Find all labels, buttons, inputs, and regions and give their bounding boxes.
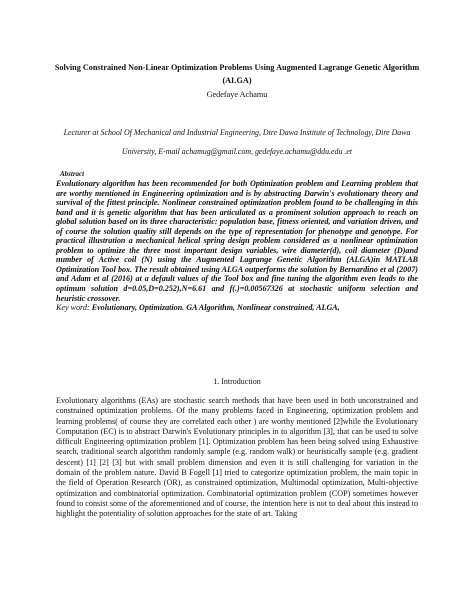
abstract-label: Abstract [60, 170, 85, 178]
author-name: Gedefaye Achamu [206, 90, 268, 99]
keywords-text: Evolutionary, Optimization. GA Algorithm, Nonlinear constrained, ALGA, [91, 303, 340, 313]
paper-title: Solving Constrained Non-Linear Optimization Problems Using Augmented Lagrange Genetic Algorithm (ALGA) [54, 63, 420, 85]
keywords-label: Key word: [56, 303, 90, 313]
author-affiliation: Lecturer at School Of Mechanical and Industrial Engineering, Dire Dawa Institute of Technology, Dire Dawa University, E-mail achamug@gmail.com, gedefaye.achamu@ddu.edu .et [63, 128, 411, 156]
abstract-section [56, 170, 418, 313]
introduction-text: Evolutionary algorithms (EAs) are stochastic search methods that have been used in both unconstrained and constrained optimization problems. Of the many problems faced in Engineering, optimization problem and learning problems( of course they are correlated each other ) are worthy mentioned [2]while the Evolutionary Computation (EC) is to abstract Darwin's Evolutionary principles in to algorithm [3], that can be used to solve difficult Engineering optimization problem [1]. Optimization problem has been being solved using Exhaustive search, traditional search algorithm randomly sample (e.g. random walk) or heuristically sample (e.g. gradient descent) [1] [2] [3] but with small problem dimension and even it is still challenging for variation in the domain of the problem nature. David B Fogell [1] tried to categorize optimization problem, the main topic in the field of Operation Research (OR), as constrained optimization, Multimodal optimization, Multi-objective optimization and combinatorial optimization. Combinatorial optimization problem (COP) sometimes however found to consist some of the aforementioned and of course, the intention here is not to deal about this instead to highlight the potentiality of solution approaches for the state of art. Taking [56, 396, 418, 519]
section-heading-introduction: 1. Introduction [213, 377, 261, 386]
keywords [56, 303, 418, 313]
abstract-text: Evolutionary algorithm has been recommended for both Optimization problem and Learning problem that are worthy mentioned in Engineering optimization and is by abstracting Darwin's evolutionary theory and survival of the fittest principle. Nonlinear constrained optimization problem found to be challenging in this band and it is genetic algorithm that has been articulated as a prominent solution approach to reach on global solution based on its three characteristic: population base, fitness oriented, and variation driven, and of course the solution quality still depends on the type of representation for phenotype and genotype. For practical illustration a mechanical helical spring design problem considered as a nonlinear optimization problem to optimize the three most important design variables, wire diameter(d), coil diameter (D)and number of Active coil (N) using the Augmented Lagrange Genetic Algorithm (ALGA)in MATLAB Optimization Tool box. The result obtained using ALGA outperforms the solution by Bernardino et al (2007) and Adam et al (2016) at a default values of the Tool box and fine tuning the algorithm even leads to the optimum solution d=0.05,D=0.252),N=6.61 and f(.)=0.00567326 at stochastic uniform selection and heuristic crossover. [56, 179, 418, 303]
